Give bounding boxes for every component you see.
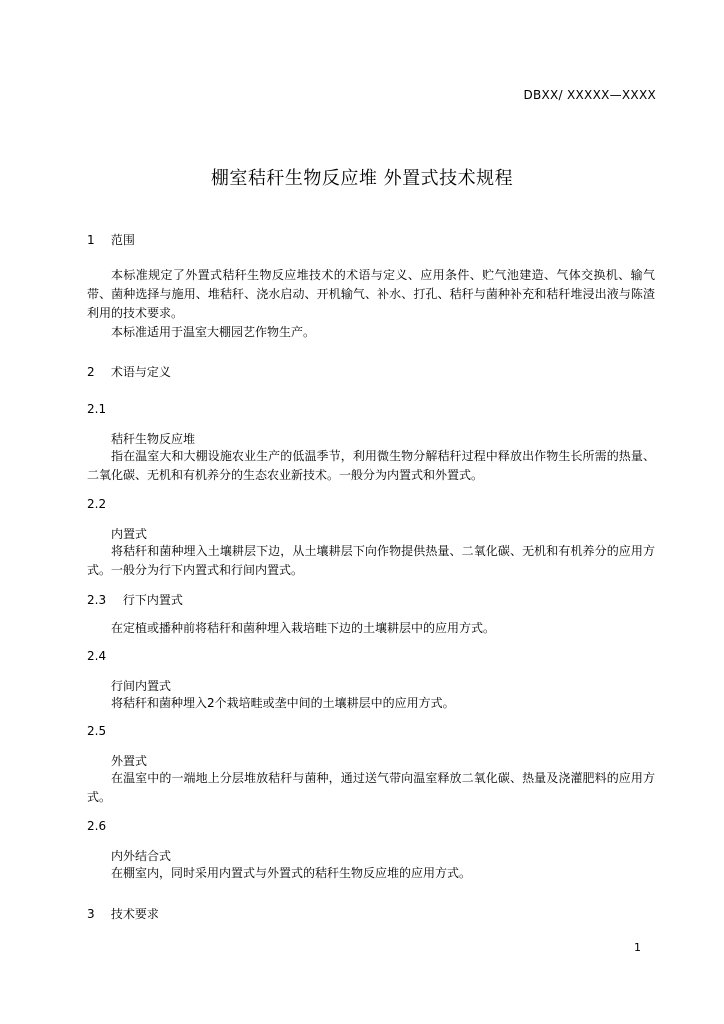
section-2-heading <box>87 363 171 380</box>
clause-2-1-number: 2.1 <box>87 402 107 416</box>
clause-2-4-definition: 将秸秆和菌种埋入2个栽培畦或垄中间的土壤耕层中的应用方式。 <box>111 696 455 710</box>
section-title: 术语与定义 <box>110 365 171 379</box>
clause-2-2-term: 内置式 <box>111 527 148 541</box>
section-title: 技术要求 <box>110 907 159 921</box>
clause-number: 2.3 <box>87 593 107 607</box>
clause-2-1-definition: 指在温室大和大棚设施农业生产的低温季节，利用微生物分解秸秆过程中释放出作物生长所需的热量、二氧化碳、无机和有机养分的生态农业新技术。一般分为内置式和外置式。 <box>87 449 655 482</box>
clause-2-3-heading <box>87 591 183 608</box>
section-number: 3 <box>87 907 95 921</box>
clause-2-5-definition: 在温室中的一端地上分层堆放秸秆与菌种，通过送气带向温室释放二氧化碳、热量及浇灌肥料的应用方式。 <box>87 771 655 804</box>
clause-term: 行下内置式 <box>122 593 183 607</box>
section-number: 2 <box>87 365 95 379</box>
clause-2-3-definition: 在定植或播种前将秸秆和菌种埋入栽培畦下边的土壤耕层中的应用方式。 <box>111 621 496 635</box>
clause-2-5-number: 2.5 <box>87 724 107 738</box>
section-1-heading <box>87 231 135 248</box>
clause-2-4-number: 2.4 <box>87 649 107 663</box>
section-3-heading <box>87 905 159 922</box>
section-title: 范围 <box>110 233 135 247</box>
clause-2-2-number: 2.2 <box>87 497 107 511</box>
clause-2-6-term: 内外结合式 <box>111 849 172 863</box>
clause-2-6-number: 2.6 <box>87 819 107 833</box>
clause-2-6-definition: 在棚室内，同时采用内置式与外置式的秸秆生物反应堆的应用方式。 <box>111 866 472 880</box>
section-number: 1 <box>87 233 95 247</box>
scope-paragraph-2: 本标准适用于温室大棚园艺作物生产。 <box>111 325 316 339</box>
clause-2-4-term: 行间内置式 <box>111 679 172 693</box>
clause-2-1-term: 秸秆生物反应堆 <box>111 432 196 446</box>
clause-2-5-term: 外置式 <box>111 754 148 768</box>
scope-paragraph-1: 本标准规定了外置式秸秆生物反应堆技术的术语与定义、应用条件、贮气池建造、气体交换机、输气带、菌种选择与施用、堆秸秆、浇水启动、开机输气、补水、打孔、秸秆与菌种补充和秸秆堆浸出液与陈渣利用的技术要求。 <box>87 268 655 320</box>
clause-2-2-definition: 将秸秆和菌种埋入土壤耕层下边，从土壤耕层下向作物提供热量、二氧化碳、无机和有机养分的应用方式。一般分为行下内置式和行间内置式。 <box>87 544 655 577</box>
document-code: DBXX/ XXXXX—XXXX <box>523 88 656 102</box>
document-title: 棚室秸秆生物反应堆 外置式技术规程 <box>210 168 514 189</box>
page-number: 1 <box>634 941 641 954</box>
